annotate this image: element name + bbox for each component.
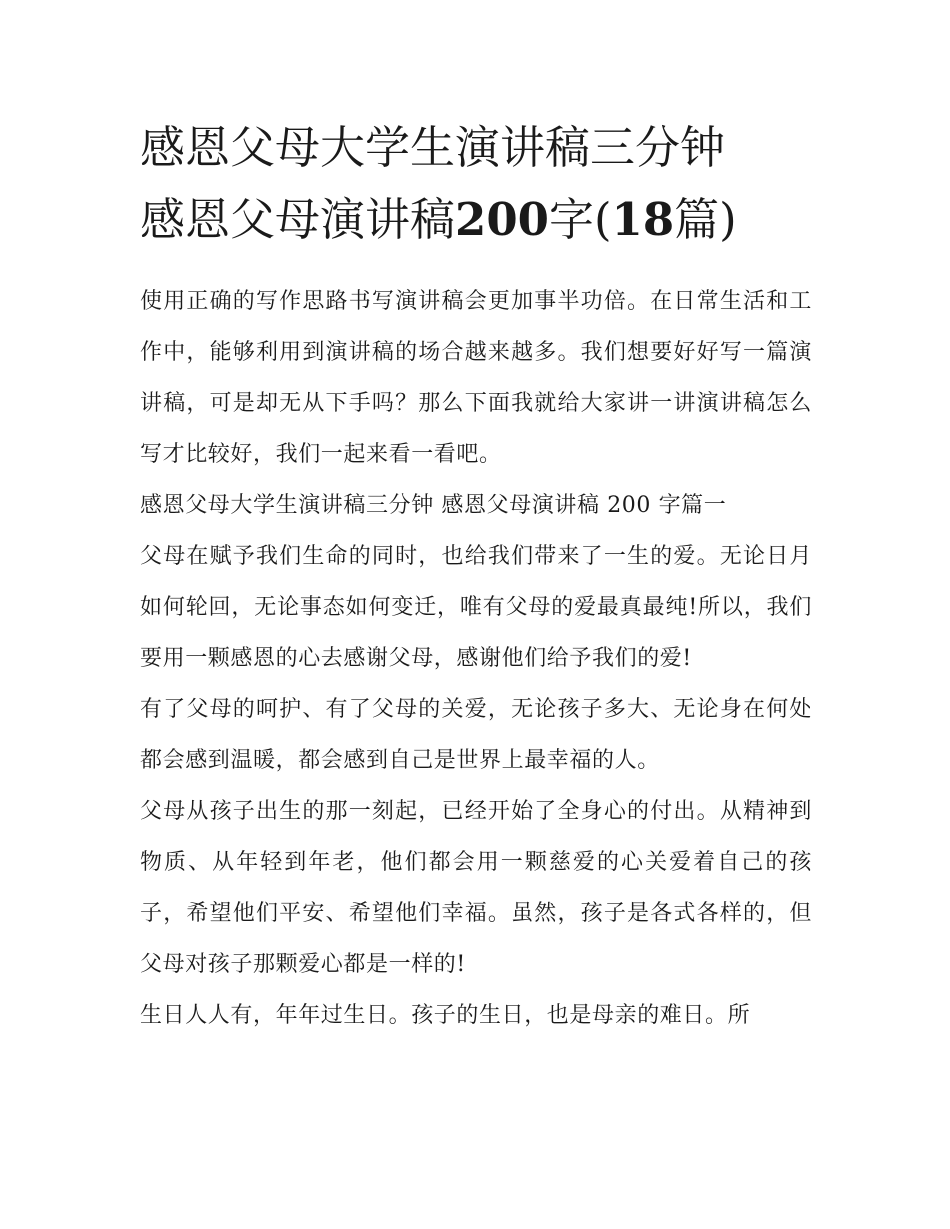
- title-line-2-prefix: 感恩父母演讲稿: [140, 193, 456, 246]
- document-page: [140, 112, 812, 1041]
- body-paragraph-4: 生日人人有，年年过生日。孩子的生日，也是母亲的难日。所: [140, 1003, 751, 1028]
- title-line-2-suffix: 篇): [674, 193, 737, 246]
- title-line-2-count: 18: [611, 193, 675, 246]
- body-paragraph-2: 有了父母的呵护、有了父母的关爱，无论孩子多大、无论身在何处都会感到温暖，都会感到自己是世界上最幸福的人。: [140, 697, 812, 773]
- body-paragraph-3: 父母从孩子出生的那一刻起，已经开始了全身心的付出。从精神到物质、从年轻到年老，他们都会用一颗慈爱的心关爱着自己的孩子，希望他们平安、希望他们幸福。虽然，孩子是各式各样的，但父母对孩子那颗爱心都是一样的!: [140, 799, 812, 977]
- intro-paragraph: 使用正确的写作思路书写演讲稿会更加事半功倍。在日常生活和工作中，能够利用到演讲稿的场合越来越多。我们想要好好写一篇演讲稿，可是却无从下手吗？那么下面我就给大家讲一讲演讲稿怎么写才比较好，我们一起来看一看吧。: [140, 289, 812, 467]
- body-paragraph-1: 父母在赋予我们生命的同时，也给我们带来了一生的爱。无论日月如何轮回，无论事态如何变迁，唯有父母的爱最真最纯!所以，我们要用一颗感恩的心去感谢父母，感谢他们给予我们的爱!: [140, 544, 812, 671]
- title-line-2-number: 200: [455, 193, 549, 246]
- document-title: [140, 112, 812, 256]
- section-heading: 感恩父母大学生演讲稿三分钟 感恩父母演讲稿 200 字篇一: [140, 493, 727, 518]
- title-line-2-middle: 字(: [548, 193, 612, 246]
- title-line-1: 感恩父母大学生演讲稿三分钟: [140, 121, 726, 174]
